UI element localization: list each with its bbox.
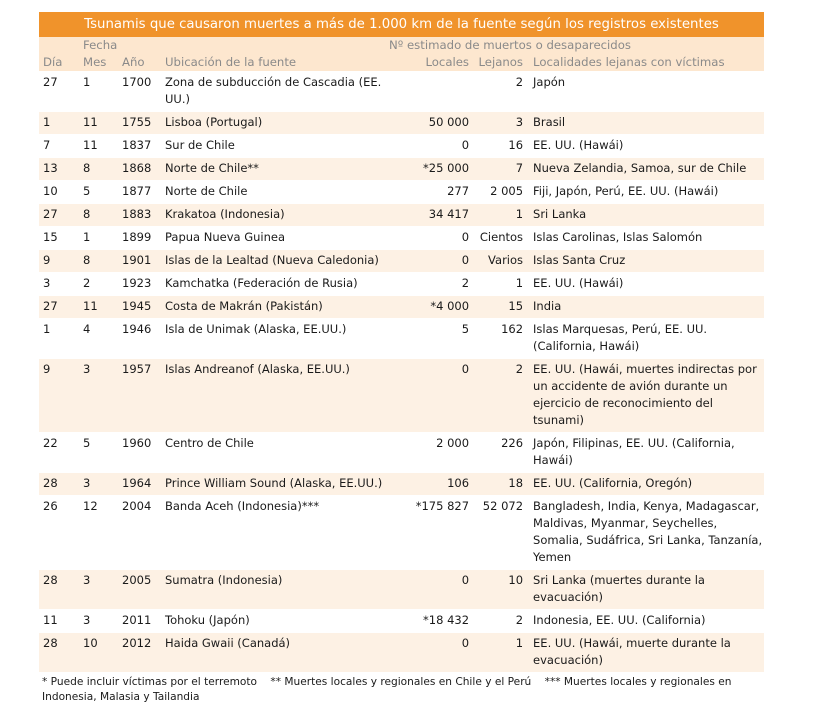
cell-lejanos: 226 [501,436,524,450]
header-row-columns [39,54,764,72]
cell-lejanos: 1 [475,204,527,227]
cell-localidades: EE. UU. (Hawái) [533,276,624,290]
cell-lejanos: 2 [515,613,524,627]
cell-ubicacion: Costa de Makrán (Pakistán) [161,296,389,319]
cell-locales [389,72,475,112]
cell-mes: 5 [83,184,91,198]
cell-localidades: Fiji, Japón, Perú, EE. UU. (Hawái) [533,184,719,198]
cell-mes: 8 [79,250,122,273]
header-ano: Año [122,54,161,72]
cell-locales: *25 000 [389,158,475,181]
cell-dia: 10 [43,184,58,198]
cell-localidades: Bangladesh, India, Kenya, Madagascar, Maldivas, Myanmar, Seychelles, Somalia, Sudáfrica, Sri Lanka, Tanzanía, Yemen [533,499,763,564]
cell-dia: 27 [39,204,79,227]
cell-ano: 1946 [122,322,152,336]
table-row [39,296,764,319]
cell-localidades: Islas Carolinas, Islas Salomón [533,230,703,244]
cell-localidades: Nueva Zelandia, Samoa, sur de Chile [527,158,764,181]
cell-mes: 1 [83,230,91,244]
cell-ano: 2012 [122,633,161,673]
table-row [39,359,764,433]
cell-localidades: Japón [533,75,566,89]
cell-ubicacion: Sur de Chile [165,138,235,152]
table-row [39,633,764,673]
cell-ubicacion: Kamchatka (Federación de Rusia) [165,276,358,290]
cell-ubicacion: Zona de subducción de Cascadia (EE. UU.) [165,75,382,106]
cell-ubicacion: Sumatra (Indonesia) [161,570,389,610]
cell-lejanos: 1 [475,633,527,673]
cell-ubicacion: Banda Aceh (Indonesia)*** [165,499,320,513]
cell-locales: 0 [461,230,470,244]
cell-lejanos: 52 072 [482,499,524,513]
cell-ano: 1964 [122,473,161,496]
table-body [39,72,764,673]
cell-ubicacion: Haida Gwaii (Canadá) [161,633,389,673]
cell-localidades: EE. UU. (Hawái, muertes indirectas por un accidente de avión durante un ejercicio de reconocimiento del tsunami) [527,359,764,433]
cell-lejanos: 2 [515,75,524,89]
cell-ubicacion: Islas de la Lealtad (Nueva Caledonia) [161,250,389,273]
cell-ano: 1923 [122,276,152,290]
tsunami-table-panel [39,12,764,705]
cell-localidades: EE. UU. (Hawái, muerte durante la evacuación) [527,633,764,673]
cell-ubicacion: Isla de Unimak (Alaska, EE.UU.) [165,322,347,336]
cell-mes: 4 [83,322,91,336]
table-row [39,433,764,473]
table-row [39,112,764,135]
cell-ubicacion: Krakatoa (Indonesia) [161,204,389,227]
cell-lejanos: 2 [475,359,527,433]
cell-ano: 2005 [122,570,161,610]
cell-dia: 27 [39,296,79,319]
cell-ano: 1957 [122,359,161,433]
cell-mes: 12 [83,499,98,513]
cell-lejanos: 2 005 [490,184,524,198]
table-row [39,158,764,181]
cell-locales: 2 [461,276,470,290]
cell-lejanos: 7 [475,158,527,181]
cell-ubicacion: Centro de Chile [165,436,254,450]
cell-locales: *175 827 [415,499,470,513]
cell-ubicacion: Papua Nueva Guinea [165,230,286,244]
cell-mes: 3 [79,359,122,433]
cell-mes: 3 [79,570,122,610]
cell-ano: 1960 [122,436,152,450]
cell-localidades: Sri Lanka (muertes durante la evacuación) [527,570,764,610]
cell-ubicacion: Islas Andreanof (Alaska, EE.UU.) [161,359,389,433]
cell-mes: 10 [79,633,122,673]
cell-dia: 13 [39,158,79,181]
cell-ano: 1901 [122,250,161,273]
header-lejanos: Lejanos [475,54,527,72]
header-estimado: Nº estimado de muertos o desaparecidos [389,37,764,54]
cell-localidades: India [527,296,764,319]
header-localidades: Localidades lejanas con víctimas [527,54,764,72]
cell-dia: 9 [39,359,79,433]
cell-dia: 7 [43,138,51,152]
cell-mes: 1 [83,75,91,89]
footnotes [39,672,764,705]
cell-ubicacion: Norte de Chile** [161,158,389,181]
cell-locales: 0 [389,250,475,273]
table-row [39,181,764,204]
table-row [39,496,764,570]
cell-ano: 1877 [122,184,152,198]
cell-ano: 1700 [122,75,152,89]
footnote-1: * Puede incluir víctimas por el terremoto [42,676,258,688]
cell-dia: 28 [39,633,79,673]
cell-localidades: EE. UU. (Hawái) [533,138,624,152]
table-row [39,319,764,359]
cell-ano: 1755 [122,112,161,135]
cell-locales: 0 [389,570,475,610]
header-row-group [39,37,764,54]
cell-localidades: Brasil [527,112,764,135]
table-row [39,204,764,227]
header-mes: Mes [79,54,122,72]
cell-dia: 15 [43,230,58,244]
table-row [39,135,764,158]
cell-ano: 2004 [122,499,152,513]
cell-mes: 8 [79,204,122,227]
cell-localidades: Islas Santa Cruz [527,250,764,273]
cell-locales: 0 [389,633,475,673]
header-dia: Día [39,54,79,72]
footnote-2: ** Muertes locales y regionales en Chile y el Perú [270,676,532,688]
cell-ano: 1868 [122,158,161,181]
cell-mes: 11 [83,138,98,152]
cell-mes: 11 [79,296,122,319]
cell-dia: 28 [39,570,79,610]
cell-ubicacion: Lisboa (Portugal) [161,112,389,135]
cell-locales: 2 000 [436,436,470,450]
cell-dia: 9 [39,250,79,273]
cell-localidades: EE. UU. (California, Oregón) [527,473,764,496]
cell-locales: 50 000 [389,112,475,135]
cell-locales: *18 432 [423,613,470,627]
table-row [39,227,764,250]
cell-lejanos: Varios [475,250,527,273]
tsunami-table [39,37,764,672]
cell-ubicacion: Prince William Sound (Alaska, EE.UU.) [161,473,389,496]
cell-lejanos: 162 [501,322,524,336]
cell-ubicacion: Norte de Chile [165,184,248,198]
cell-lejanos: 10 [475,570,527,610]
cell-lejanos: 1 [515,276,524,290]
table-title: Tsunamis que causaron muertes a más de 1.000 km de la fuente según los registros existentes [39,12,764,37]
table-row [39,273,764,296]
table-row [39,610,764,633]
cell-localidades: Japón, Filipinas, EE. UU. (California, Hawái) [533,436,735,467]
cell-mes: 8 [79,158,122,181]
cell-localidades: Indonesia, EE. UU. (California) [533,613,706,627]
footnote-3: *** Muertes locales y regionales en Indonesia, Malasia y Tailandia [42,676,732,703]
cell-locales: *4 000 [389,296,475,319]
cell-dia: 27 [43,75,58,89]
cell-dia: 1 [39,112,79,135]
cell-ano: 1837 [122,138,152,152]
cell-ano: 2011 [122,613,152,627]
cell-mes: 11 [79,112,122,135]
cell-locales: 106 [389,473,475,496]
cell-lejanos: 16 [508,138,524,152]
table-row [39,250,764,273]
header-ubicacion: Ubicación de la fuente [161,54,389,72]
cell-lejanos: 3 [475,112,527,135]
cell-lejanos: Cientos [479,230,524,244]
cell-dia: 1 [43,322,51,336]
cell-dia: 3 [43,276,51,290]
cell-localidades: Sri Lanka [527,204,764,227]
cell-lejanos: 15 [475,296,527,319]
cell-locales: 34 417 [389,204,475,227]
cell-lejanos: 18 [475,473,527,496]
cell-dia: 11 [43,613,58,627]
cell-ubicacion: Tohoku (Japón) [165,613,250,627]
cell-dia: 28 [39,473,79,496]
header-locales: Locales [389,54,475,72]
cell-ano: 1899 [122,230,152,244]
cell-locales: 0 [389,359,475,433]
table-row [39,570,764,610]
cell-mes: 3 [83,613,91,627]
cell-mes: 3 [79,473,122,496]
cell-dia: 26 [43,499,58,513]
cell-locales: 277 [447,184,470,198]
header-fecha: Fecha [79,37,389,54]
cell-dia: 22 [43,436,58,450]
cell-ano: 1945 [122,296,161,319]
table-row [39,473,764,496]
cell-locales: 0 [461,138,470,152]
cell-locales: 5 [461,322,470,336]
cell-localidades: Islas Marquesas, Perú, EE. UU. (California, Hawái) [533,322,708,353]
cell-mes: 5 [83,436,91,450]
cell-mes: 2 [83,276,91,290]
table-row [39,72,764,112]
cell-ano: 1883 [122,204,161,227]
